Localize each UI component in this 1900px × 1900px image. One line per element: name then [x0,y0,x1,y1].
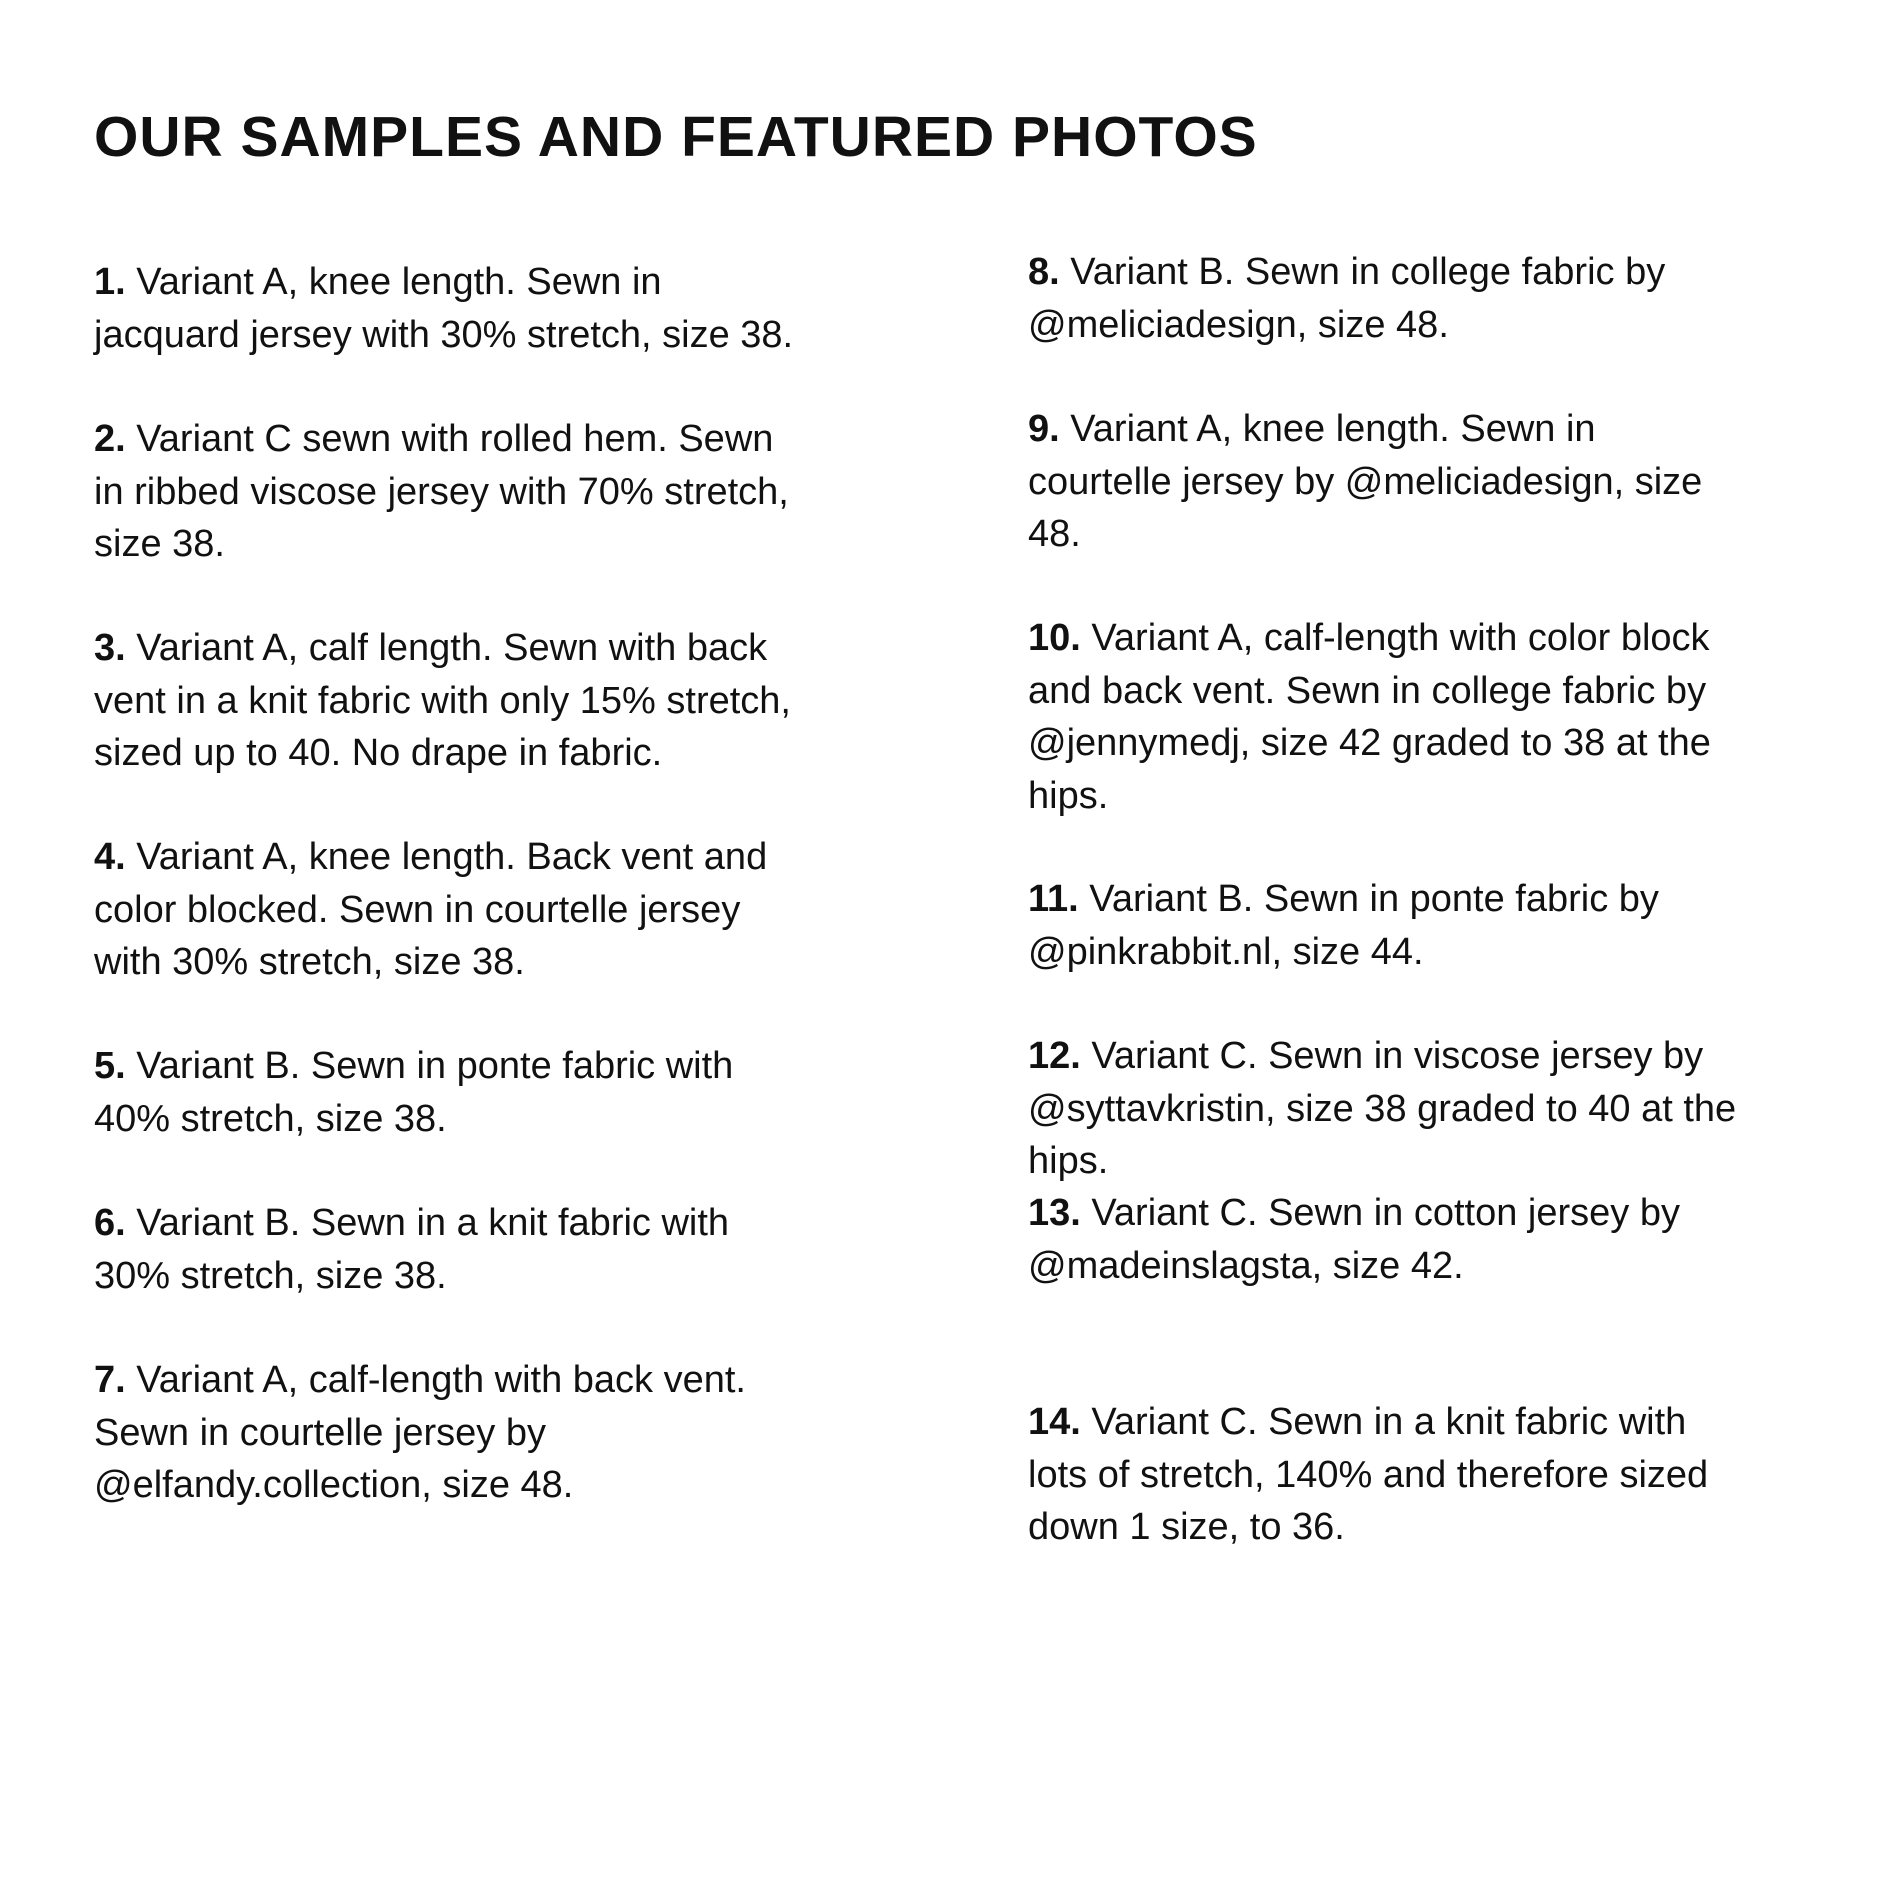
sample-number: 2. [94,418,126,460]
sample-text: Variant C. Sewn in a knit fabric with [1091,1401,1687,1443]
sample-number: 9. [1028,408,1060,450]
sample-number: 4. [94,836,126,878]
sample-line [94,1197,729,1250]
sample-text: with 30% stretch, size 38. [94,941,525,983]
sample-text: courtelle jersey by @meliciadesign, size [1028,460,1703,503]
sample-text: Variant A, knee length. Sewn in [1070,408,1596,450]
sample-item [94,1354,746,1512]
sample-line [94,936,767,989]
sample-line [94,1250,729,1303]
sample-line [94,675,791,728]
sample-text: @jennymedj, size 42 graded to 38 at the [1028,722,1711,764]
sample-line [94,1459,746,1512]
sample-line [94,884,767,937]
sample-item [1028,612,1711,822]
sample-text: @elfandy.collection, size 48. [94,1464,574,1506]
sample-item [1028,1396,1708,1554]
sample-number: 3. [94,627,126,669]
sample-text: and back vent. Sewn in college fabric by [1028,669,1707,712]
sample-number: 5. [94,1045,126,1087]
sample-text: Variant B. Sewn in ponte fabric by [1089,878,1659,920]
sample-line [1028,770,1711,823]
sample-line [94,1093,733,1146]
sample-text: Variant A, knee length. Back vent and [136,836,768,878]
sample-number: 7. [94,1359,126,1401]
sample-text: @syttavkristin, size 38 graded to 40 at the [1028,1087,1737,1130]
sample-line [1028,926,1659,979]
sample-text: size 38. [94,523,225,565]
sample-line [1028,1135,1736,1188]
sample-text: lots of stretch, 140% and therefore sized [1028,1453,1709,1496]
sample-item [1028,1030,1736,1188]
sample-item [94,413,789,571]
sample-line [1028,1187,1680,1240]
sample-line [1028,508,1702,561]
sample-number: 1. [94,261,126,303]
sample-text: hips. [1028,774,1109,817]
sample-line [1028,246,1665,299]
sample-text: down 1 size, to 36. [1028,1506,1345,1548]
sample-number: 11. [1028,878,1079,920]
sample-number: 14. [1028,1401,1081,1443]
sample-text: in ribbed viscose jersey with 70% stretch, [94,470,789,513]
sample-line [94,1040,733,1093]
page-title: OUR SAMPLES AND FEATURED PHOTOS [94,105,1258,169]
sample-number: 8. [1028,251,1060,293]
sample-text: 48. [1028,513,1081,555]
sample-line [1028,1083,1736,1136]
sample-line [94,727,791,780]
sample-text: color blocked. Sewn in courtelle jersey [94,888,741,931]
sample-item [94,256,793,361]
sample-text: Variant A, knee length. Sewn in [136,261,662,303]
sample-line [1028,612,1711,665]
sample-item [94,622,791,780]
sample-text: jacquard jersey with 30% stretch, size 38. [94,313,794,356]
sample-text: 40% stretch, size 38. [94,1097,447,1140]
sample-line [94,518,789,571]
sample-text: @meliciadesign, size 48. [1028,303,1449,346]
sample-number: 6. [94,1202,126,1244]
sample-item [1028,246,1665,351]
sample-line [1028,403,1702,456]
sample-number: 10. [1028,617,1081,659]
sample-line [1028,665,1711,718]
sample-text: sized up to 40. No drape in fabric. [94,732,663,774]
sample-text: Variant C. Sewn in viscose jersey by [1091,1035,1704,1077]
sample-text: Variant A, calf-length with back vent. [136,1359,746,1401]
sample-line [1028,1030,1736,1083]
sample-item [94,1197,729,1302]
sample-line [1028,873,1659,926]
sample-text: vent in a knit fabric with only 15% stretch, [94,679,791,722]
sample-line [1028,717,1711,770]
sample-line [1028,1449,1708,1502]
sample-text: Variant A, calf-length with color block [1091,617,1710,659]
sample-number: 13. [1028,1192,1081,1234]
sample-text: Variant B. Sewn in college fabric by [1070,251,1666,293]
sample-line [94,256,793,309]
sample-line [94,1407,746,1460]
sample-line [1028,1240,1680,1293]
sample-text: Variant B. Sewn in a knit fabric with [136,1202,730,1244]
sample-line [94,309,793,362]
sample-text: Variant A, calf length. Sewn with back [136,627,768,669]
sample-line [94,622,791,675]
sample-line [94,413,789,466]
sample-line [94,466,789,519]
sample-line [94,831,767,884]
sample-item [1028,1187,1680,1292]
sample-line [1028,456,1702,509]
sample-line [1028,1396,1708,1449]
sample-item [94,831,767,989]
sample-line [94,1354,746,1407]
sample-text: Variant C. Sewn in cotton jersey by [1091,1192,1680,1234]
sample-item [1028,873,1659,978]
sample-number: 12. [1028,1035,1081,1077]
sample-text: Variant C sewn with rolled hem. Sewn [136,418,774,460]
sample-text: hips. [1028,1140,1109,1182]
sample-text: 30% stretch, size 38. [94,1254,447,1297]
sample-line [1028,299,1665,352]
sample-text: Sewn in courtelle jersey by [94,1411,546,1454]
sample-text: @madeinslagsta, size 42. [1028,1244,1464,1287]
sample-line [1028,1501,1708,1554]
sample-text: @pinkrabbit.nl, size 44. [1028,930,1424,973]
sample-item [94,1040,733,1145]
sample-item [1028,403,1702,561]
sample-text: Variant B. Sewn in ponte fabric with [136,1045,734,1087]
